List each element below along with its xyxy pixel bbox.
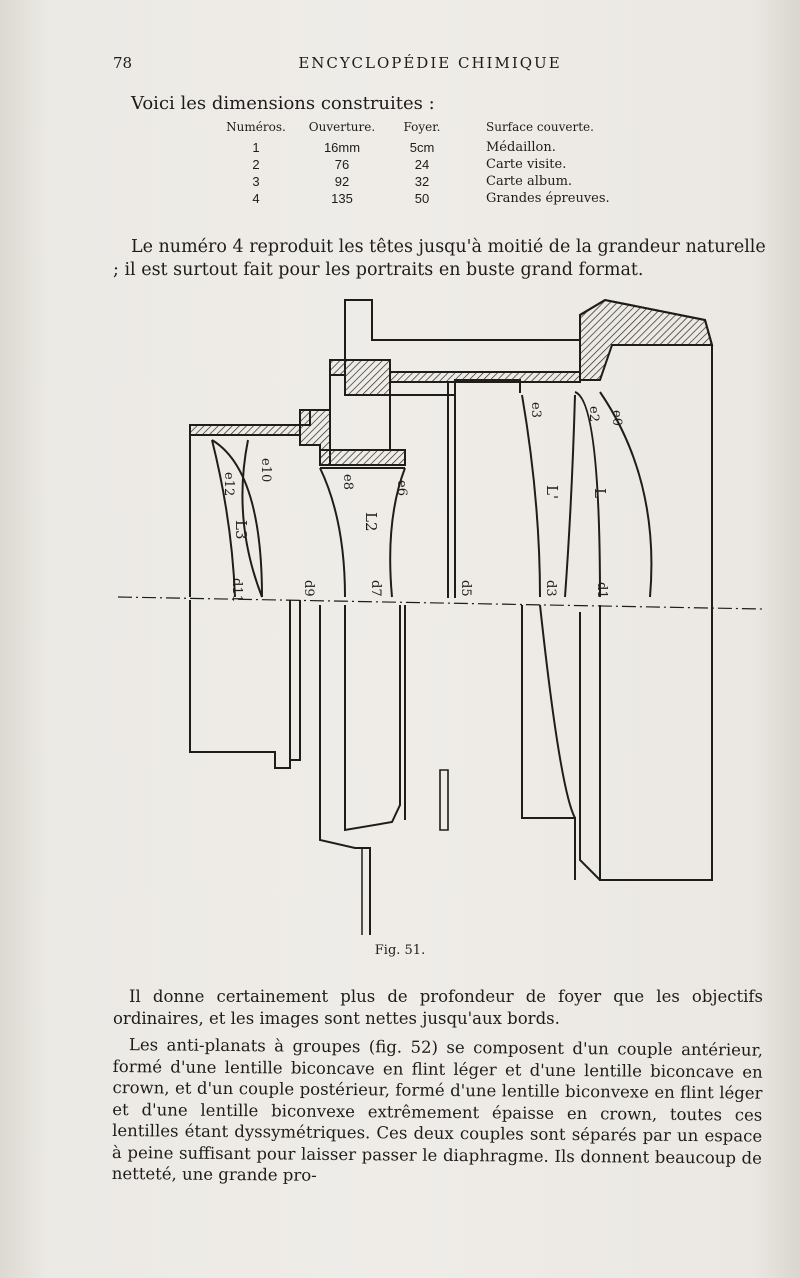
hatched-mount-right [580,300,712,380]
paragraph-text: Les anti-planats à groupes (fig. 52) se composent d'un couple antérieur, formé d'une lentille biconcave en flint léger et d'une lentille biconcave en crown, et d'un couple postérieur, formé d'une lentille biconvexe en flint léger et d'une lentille biconvexe extrêmement épaisse en crown, toutes ces lentilles étant dyssymétriques. Ces deux couples sont séparés par un espace à peine suffisant pour laisser passer le diaphragme. Ils donnent beaucoup de netteté, une grande pro- [111,1035,763,1185]
label-d3: d3 [543,580,558,597]
column-header-numeros: Numéros. [226,120,286,134]
table-cell: 5cm [409,140,435,155]
label-L: L [591,488,609,498]
table-cell: 92 [334,174,350,189]
hatched-mount-left [190,425,300,435]
label-d1: d1 [594,582,609,599]
label-e12: e12 [221,472,236,497]
table-cell: Médaillon. [486,140,556,155]
label-e10: e10 [258,458,273,483]
label-e0: e0 [609,410,624,426]
paragraph-text: Il donne certainement plus de profondeur de foyer que les objectifs ordinaires, et les images sont nettes jusqu'aux bords. [113,987,763,1028]
table-cell: 135 [331,191,353,206]
column-header-ouverture: Ouverture. [308,120,376,134]
intro-sentence: Voici les dimensions construites : [131,93,435,114]
table-cell: 3 [252,174,260,189]
label-d9: d9 [301,580,316,597]
label-d5: d5 [458,580,473,597]
table-cell: 2 [252,157,260,172]
table-cell: 32 [414,174,430,189]
table-cell: Carte visite. [486,157,567,172]
table-row [210,173,640,190]
lens-cross-section-figure [0,288,800,938]
label-L2: L2 [362,512,380,532]
label-e8: e8 [340,474,355,490]
optical-axis [118,597,762,609]
lens-L2 [320,468,405,597]
table-row [210,156,640,173]
column-header-surface: Surface couverte. [486,120,594,134]
table-cell: Carte album. [486,174,573,189]
table-cell: 1 [252,140,260,155]
table-cell: 76 [334,157,350,172]
table-row [210,190,640,207]
page-number: 78 [113,54,133,72]
table-header-row [210,120,640,139]
paragraph-lens-number-4 [113,236,773,282]
paragraph-anti-planats [112,1034,763,1190]
hatched-mount-thread [330,360,390,395]
label-e3: e3 [528,402,543,418]
paragraph-depth-of-focus [113,986,763,1029]
lens-L3 [212,440,262,597]
label-e2: e2 [586,406,601,422]
running-title: ENCYCLOPÉDIE CHIMIQUE [298,54,562,72]
table-cell: 4 [252,191,260,206]
barrel-outline-lower [190,600,290,768]
label-L-prime: L' [543,485,561,500]
dimensions-table [210,120,640,207]
page-header [0,54,800,78]
paragraph-text: Le numéro 4 reproduit les têtes jusqu'à moitié de la grandeur naturelle ; il est surtout fait pour les portraits en buste grand format. [113,237,766,280]
label-d11: d11 [229,578,244,603]
table-cell: 16mm [323,140,361,155]
table-cell: Grandes épreuves. [486,191,610,206]
table-cell: 24 [414,157,430,172]
label-L3: L3 [232,520,250,540]
label-e6: e6 [394,480,409,496]
label-d7: d7 [368,580,383,597]
column-header-foyer: Foyer. [403,120,441,134]
table-cell: 50 [414,191,430,206]
table-row [210,139,640,156]
figure-caption: Fig. 51. [374,943,426,958]
